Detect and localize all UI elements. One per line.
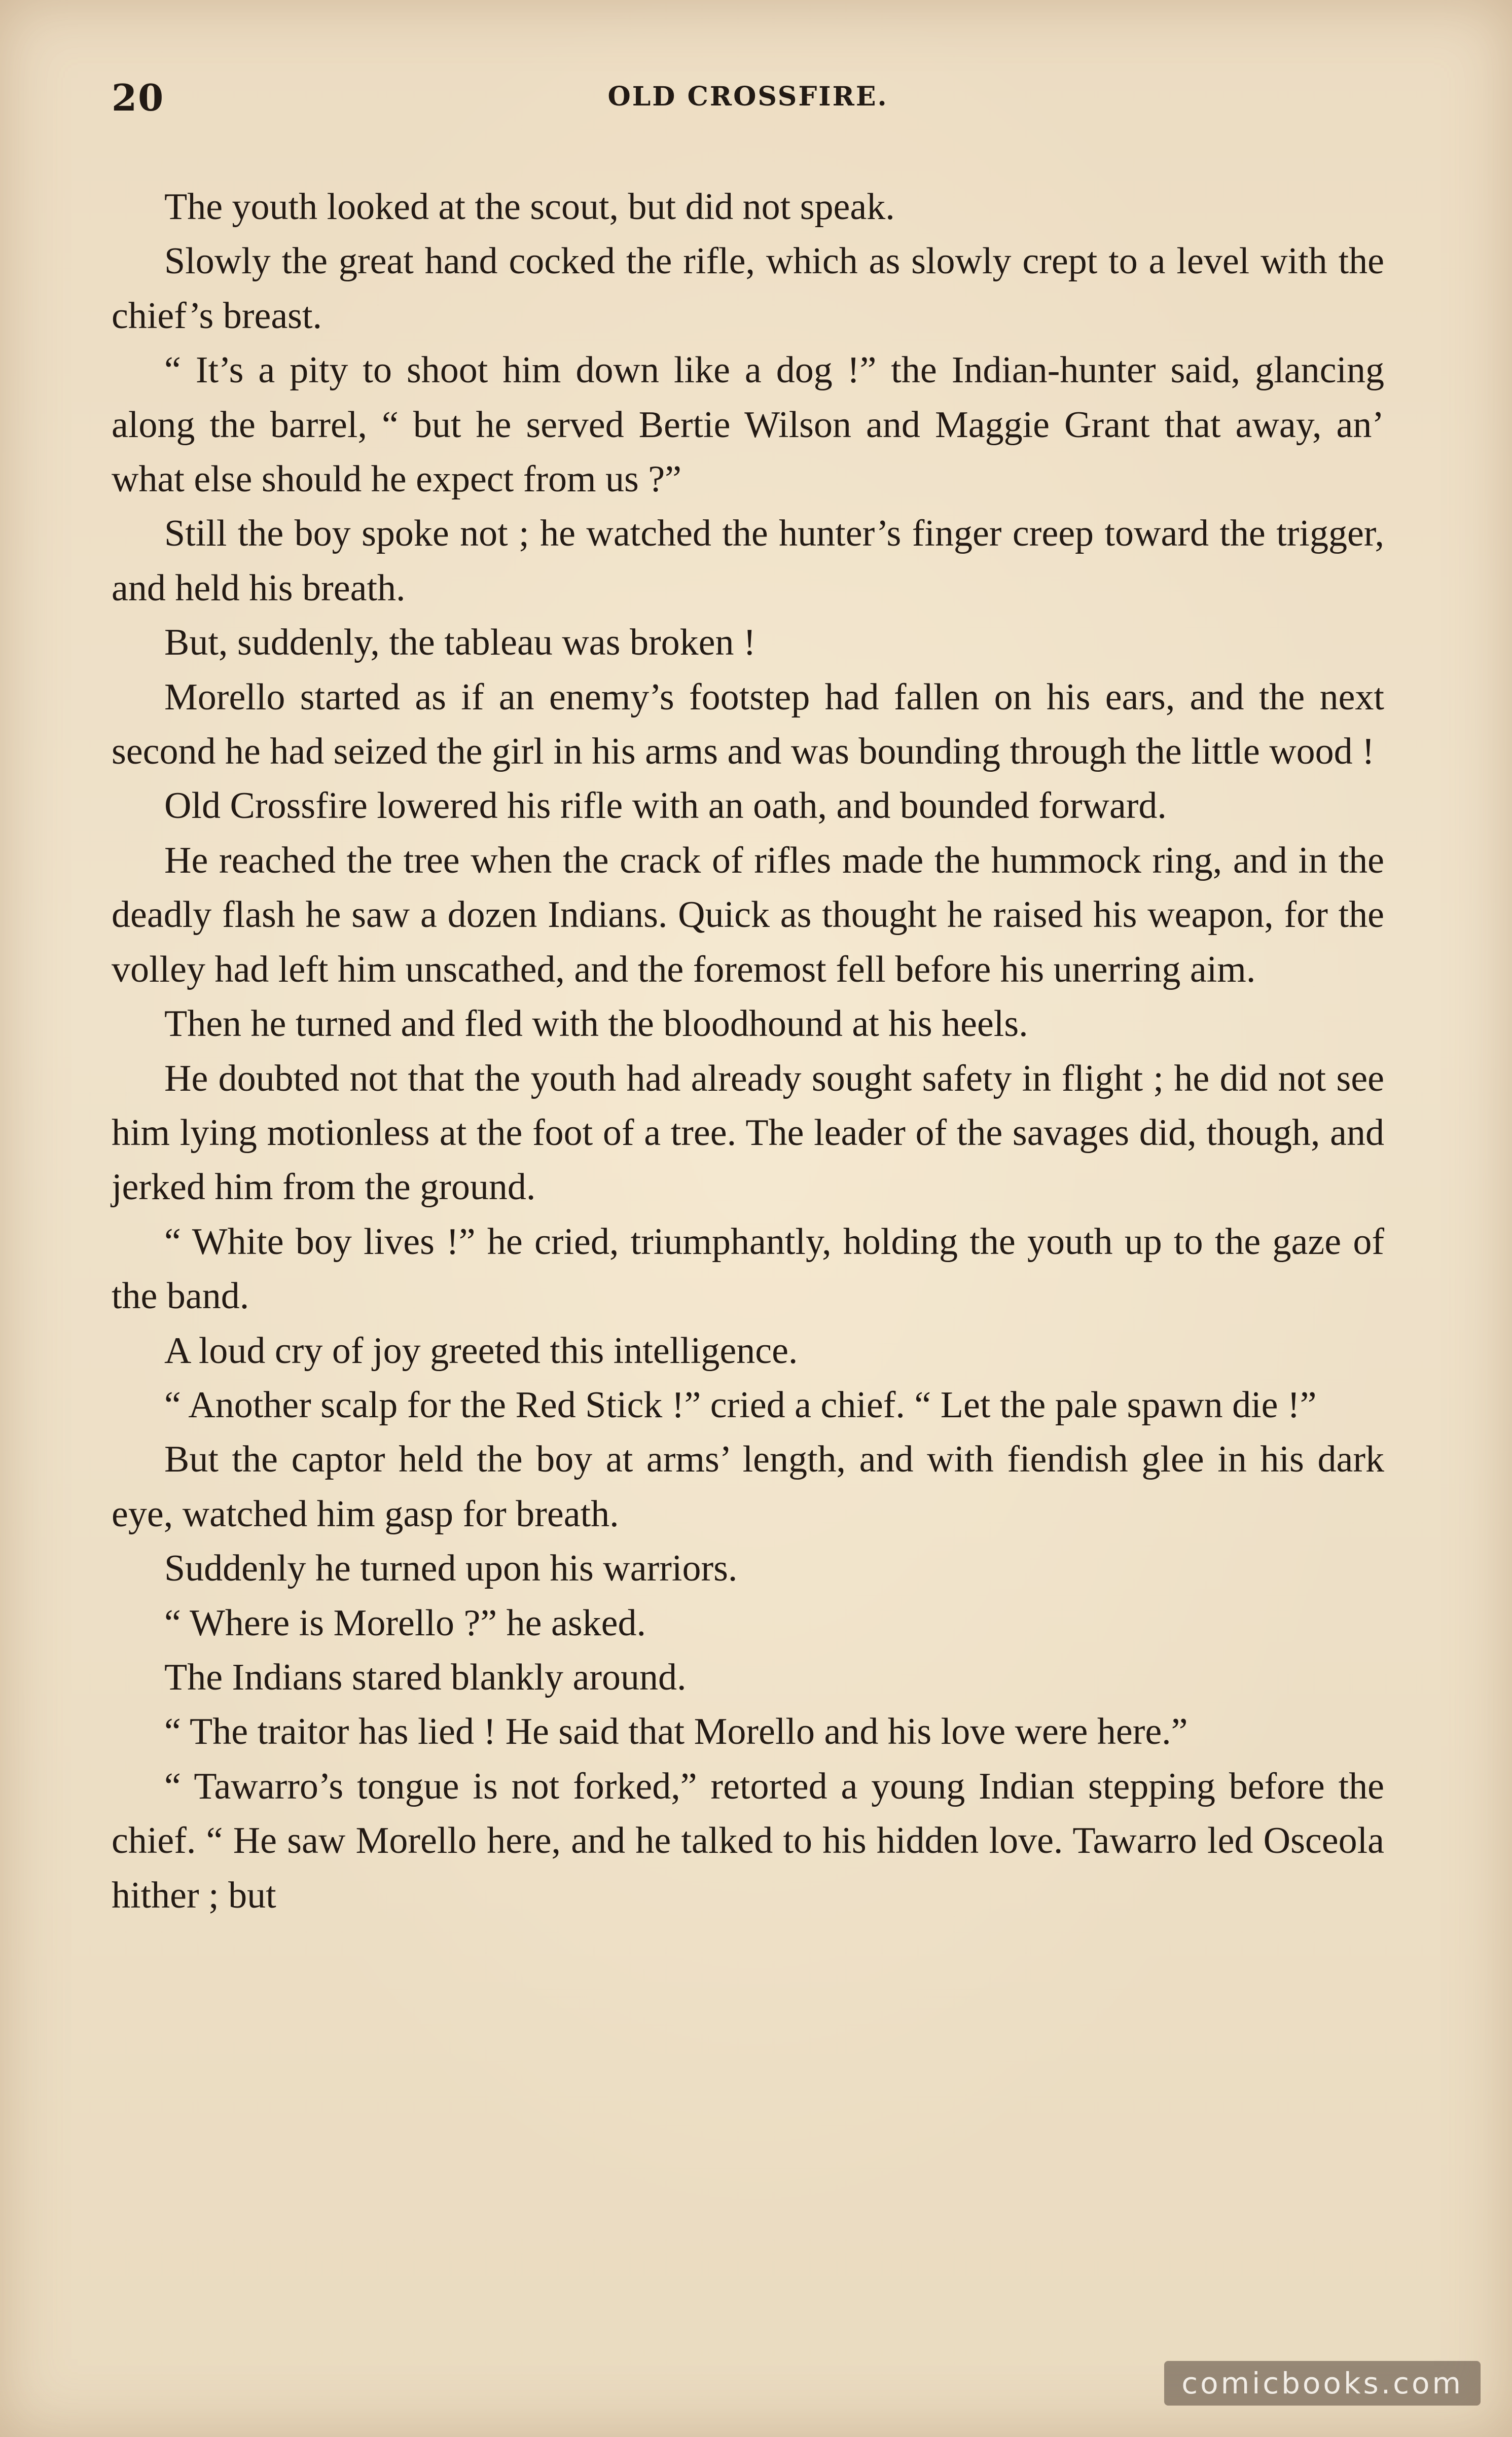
paragraph: But the captor held the boy at arms’ length, and with fiendish glee in his dark eye, watched him gasp for breath. bbox=[112, 1439, 1384, 1535]
watermark: comicbooks.com bbox=[1164, 2361, 1481, 2406]
paragraph: “ Where is Morello ?” he asked. bbox=[164, 1602, 646, 1644]
page-header bbox=[112, 76, 1384, 132]
running-title: OLD CROSSFIRE. bbox=[607, 81, 888, 112]
body-text bbox=[112, 180, 1384, 1923]
paragraph: “ White boy lives !” he cried, triumphantly, holding the youth up to the gaze of the band. bbox=[112, 1221, 1384, 1317]
paragraph: The Indians stared blankly around. bbox=[164, 1656, 687, 1698]
paragraph: “ Tawarro’s tongue is not forked,” retorted a young Indian stepping before the chief. “ He saw Morello here, and he talked to his hidden love. Tawarro led Osceola hither ; but bbox=[112, 1765, 1384, 1916]
paragraph: “ It’s a pity to shoot him down like a dog !” the Indian-hunter said, glancing along the barrel, “ but he served Bertie Wilson and Maggie Grant that away, an’ what else should he expect from us ?” bbox=[112, 349, 1384, 500]
paragraph: Slowly the great hand cocked the rifle, which as slowly crept to a level with the chief’s breast. bbox=[112, 240, 1384, 337]
paragraph: Still the boy spoke not ; he watched the hunter’s finger creep toward the trigger, and held his breath. bbox=[112, 513, 1384, 609]
page-number: 20 bbox=[112, 76, 165, 119]
paragraph: He reached the tree when the crack of rifles made the hummock ring, and in the deadly flash he saw a dozen Indians. Quick as thought he raised his weapon, for the volley had left him unscathed, and the foremost fell before his unerring aim. bbox=[112, 839, 1384, 990]
paragraph: Morello started as if an enemy’s footstep had fallen on his ears, and the next second he had seized the girl in his arms and was bounding through the little wood ! bbox=[112, 676, 1384, 773]
paragraph: A loud cry of joy greeted this intelligence. bbox=[164, 1330, 798, 1372]
paragraph: “ Another scalp for the Red Stick !” cried a chief. “ Let the pale spawn die !” bbox=[164, 1384, 1317, 1426]
paragraph: But, suddenly, the tableau was broken ! bbox=[164, 622, 756, 664]
paragraph: The youth looked at the scout, but did not speak. bbox=[164, 186, 895, 228]
paragraph: Suddenly he turned upon his warriors. bbox=[164, 1548, 738, 1590]
paragraph: Old Crossfire lowered his rifle with an oath, and bounded forward. bbox=[164, 785, 1167, 827]
paragraph: Then he turned and fled with the bloodhound at his heels. bbox=[164, 1003, 1028, 1045]
paragraph: He doubted not that the youth had already sought safety in flight ; he did not see him lying motionless at the foot of a tree. The leader of the savages did, though, and jerked him from the ground. bbox=[112, 1057, 1384, 1208]
paragraph: “ The traitor has lied ! He said that Morello and his love were here.” bbox=[164, 1711, 1188, 1753]
